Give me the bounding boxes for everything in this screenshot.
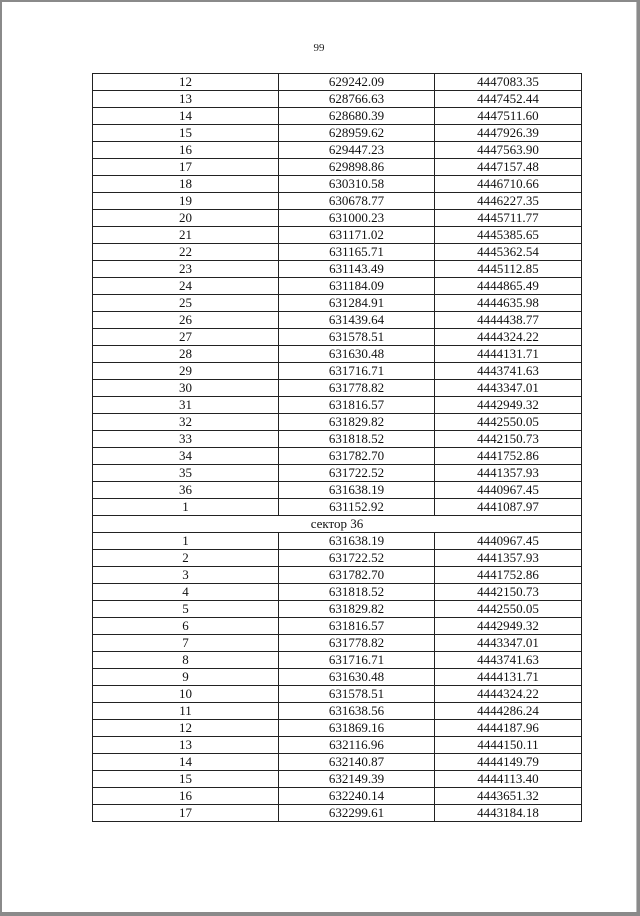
x-coordinate-cell: 631722.52 xyxy=(279,465,435,482)
section-title: сектор 36 xyxy=(93,516,582,533)
x-coordinate-cell: 631152.92 xyxy=(279,499,435,516)
table-row xyxy=(93,431,582,448)
point-number-cell: 9 xyxy=(93,669,279,686)
point-number-cell: 7 xyxy=(93,635,279,652)
y-coordinate-cell: 4441357.93 xyxy=(435,550,582,567)
x-coordinate-cell: 628680.39 xyxy=(279,108,435,125)
table-row xyxy=(93,584,582,601)
x-coordinate-cell: 630678.77 xyxy=(279,193,435,210)
y-coordinate-cell: 4444187.96 xyxy=(435,720,582,737)
point-number-cell: 15 xyxy=(93,125,279,142)
x-coordinate-cell: 632140.87 xyxy=(279,754,435,771)
point-number-cell: 1 xyxy=(93,533,279,550)
point-number-cell: 36 xyxy=(93,482,279,499)
y-coordinate-cell: 4442550.05 xyxy=(435,414,582,431)
table-row xyxy=(93,465,582,482)
x-coordinate-cell: 631578.51 xyxy=(279,686,435,703)
y-coordinate-cell: 4443347.01 xyxy=(435,635,582,652)
point-number-cell: 30 xyxy=(93,380,279,397)
table-row xyxy=(93,448,582,465)
table-row xyxy=(93,142,582,159)
x-coordinate-cell: 628959.62 xyxy=(279,125,435,142)
table-row xyxy=(93,346,582,363)
y-coordinate-cell: 4444635.98 xyxy=(435,295,582,312)
point-number-cell: 19 xyxy=(93,193,279,210)
x-coordinate-cell: 632116.96 xyxy=(279,737,435,754)
y-coordinate-cell: 4444324.22 xyxy=(435,686,582,703)
point-number-cell: 1 xyxy=(93,499,279,516)
point-number-cell: 10 xyxy=(93,686,279,703)
x-coordinate-cell: 631782.70 xyxy=(279,448,435,465)
y-coordinate-cell: 4442949.32 xyxy=(435,397,582,414)
y-coordinate-cell: 4444113.40 xyxy=(435,771,582,788)
y-coordinate-cell: 4441087.97 xyxy=(435,499,582,516)
x-coordinate-cell: 631716.71 xyxy=(279,652,435,669)
x-coordinate-cell: 629898.86 xyxy=(279,159,435,176)
point-number-cell: 16 xyxy=(93,788,279,805)
table-row xyxy=(93,686,582,703)
point-number-cell: 27 xyxy=(93,329,279,346)
point-number-cell: 17 xyxy=(93,805,279,822)
table-row xyxy=(93,533,582,550)
point-number-cell: 17 xyxy=(93,159,279,176)
point-number-cell: 34 xyxy=(93,448,279,465)
table-row xyxy=(93,244,582,261)
x-coordinate-cell: 631638.56 xyxy=(279,703,435,720)
y-coordinate-cell: 4444150.11 xyxy=(435,737,582,754)
point-number-cell: 32 xyxy=(93,414,279,431)
table-row xyxy=(93,567,582,584)
y-coordinate-cell: 4441752.86 xyxy=(435,448,582,465)
point-number-cell: 13 xyxy=(93,91,279,108)
y-coordinate-cell: 4443651.32 xyxy=(435,788,582,805)
point-number-cell: 18 xyxy=(93,176,279,193)
table-row xyxy=(93,788,582,805)
point-number-cell: 24 xyxy=(93,278,279,295)
point-number-cell: 29 xyxy=(93,363,279,380)
coordinates-table-body xyxy=(93,74,582,822)
table-row xyxy=(93,159,582,176)
y-coordinate-cell: 4442949.32 xyxy=(435,618,582,635)
point-number-cell: 13 xyxy=(93,737,279,754)
point-number-cell: 12 xyxy=(93,720,279,737)
table-row xyxy=(93,397,582,414)
y-coordinate-cell: 4444131.71 xyxy=(435,669,582,686)
x-coordinate-cell: 631630.48 xyxy=(279,669,435,686)
table-row xyxy=(93,601,582,618)
x-coordinate-cell: 628766.63 xyxy=(279,91,435,108)
x-coordinate-cell: 631165.71 xyxy=(279,244,435,261)
page-number: 99 xyxy=(313,42,325,54)
point-number-cell: 4 xyxy=(93,584,279,601)
y-coordinate-cell: 4443184.18 xyxy=(435,805,582,822)
point-number-cell: 2 xyxy=(93,550,279,567)
section-header-row xyxy=(93,516,582,533)
point-number-cell: 22 xyxy=(93,244,279,261)
table-row xyxy=(93,720,582,737)
document-page xyxy=(2,2,637,912)
y-coordinate-cell: 4441752.86 xyxy=(435,567,582,584)
x-coordinate-cell: 631638.19 xyxy=(279,533,435,550)
y-coordinate-cell: 4443347.01 xyxy=(435,380,582,397)
point-number-cell: 11 xyxy=(93,703,279,720)
table-row xyxy=(93,312,582,329)
point-number-cell: 16 xyxy=(93,142,279,159)
x-coordinate-cell: 631816.57 xyxy=(279,397,435,414)
table-row xyxy=(93,771,582,788)
x-coordinate-cell: 631818.52 xyxy=(279,584,435,601)
table-row xyxy=(93,550,582,567)
y-coordinate-cell: 4443741.63 xyxy=(435,652,582,669)
x-coordinate-cell: 631638.19 xyxy=(279,482,435,499)
x-coordinate-cell: 631778.82 xyxy=(279,635,435,652)
x-coordinate-cell: 631816.57 xyxy=(279,618,435,635)
table-row xyxy=(93,278,582,295)
table-row xyxy=(93,295,582,312)
x-coordinate-cell: 631184.09 xyxy=(279,278,435,295)
table-row xyxy=(93,737,582,754)
point-number-cell: 5 xyxy=(93,601,279,618)
y-coordinate-cell: 4447926.39 xyxy=(435,125,582,142)
y-coordinate-cell: 4447083.35 xyxy=(435,74,582,91)
x-coordinate-cell: 631171.02 xyxy=(279,227,435,244)
table-row xyxy=(93,261,582,278)
x-coordinate-cell: 631143.49 xyxy=(279,261,435,278)
point-number-cell: 3 xyxy=(93,567,279,584)
table-row xyxy=(93,805,582,822)
y-coordinate-cell: 4445385.65 xyxy=(435,227,582,244)
table-row xyxy=(93,635,582,652)
x-coordinate-cell: 629242.09 xyxy=(279,74,435,91)
table-row xyxy=(93,210,582,227)
table-row xyxy=(93,108,582,125)
y-coordinate-cell: 4445711.77 xyxy=(435,210,582,227)
table-row xyxy=(93,652,582,669)
x-coordinate-cell: 631818.52 xyxy=(279,431,435,448)
point-number-cell: 8 xyxy=(93,652,279,669)
y-coordinate-cell: 4442550.05 xyxy=(435,601,582,618)
x-coordinate-cell: 630310.58 xyxy=(279,176,435,193)
table-row xyxy=(93,329,582,346)
point-number-cell: 14 xyxy=(93,754,279,771)
y-coordinate-cell: 4445362.54 xyxy=(435,244,582,261)
table-row xyxy=(93,669,582,686)
table-row xyxy=(93,618,582,635)
y-coordinate-cell: 4444865.49 xyxy=(435,278,582,295)
x-coordinate-cell: 631630.48 xyxy=(279,346,435,363)
point-number-cell: 6 xyxy=(93,618,279,635)
x-coordinate-cell: 632149.39 xyxy=(279,771,435,788)
x-coordinate-cell: 631829.82 xyxy=(279,414,435,431)
x-coordinate-cell: 631000.23 xyxy=(279,210,435,227)
y-coordinate-cell: 4442150.73 xyxy=(435,584,582,601)
point-number-cell: 31 xyxy=(93,397,279,414)
y-coordinate-cell: 4444438.77 xyxy=(435,312,582,329)
table-row xyxy=(93,227,582,244)
y-coordinate-cell: 4440967.45 xyxy=(435,533,582,550)
table-row xyxy=(93,482,582,499)
x-coordinate-cell: 631284.91 xyxy=(279,295,435,312)
y-coordinate-cell: 4444131.71 xyxy=(435,346,582,363)
point-number-cell: 25 xyxy=(93,295,279,312)
y-coordinate-cell: 4445112.85 xyxy=(435,261,582,278)
x-coordinate-cell: 631716.71 xyxy=(279,363,435,380)
point-number-cell: 21 xyxy=(93,227,279,244)
x-coordinate-cell: 631439.64 xyxy=(279,312,435,329)
point-number-cell: 20 xyxy=(93,210,279,227)
x-coordinate-cell: 632240.14 xyxy=(279,788,435,805)
coordinates-table xyxy=(92,73,582,822)
y-coordinate-cell: 4444324.22 xyxy=(435,329,582,346)
x-coordinate-cell: 631778.82 xyxy=(279,380,435,397)
y-coordinate-cell: 4447511.60 xyxy=(435,108,582,125)
y-coordinate-cell: 4444286.24 xyxy=(435,703,582,720)
table-row xyxy=(93,91,582,108)
y-coordinate-cell: 4440967.45 xyxy=(435,482,582,499)
table-row xyxy=(93,74,582,91)
table-row xyxy=(93,193,582,210)
y-coordinate-cell: 4447157.48 xyxy=(435,159,582,176)
x-coordinate-cell: 632299.61 xyxy=(279,805,435,822)
table-row xyxy=(93,125,582,142)
x-coordinate-cell: 631782.70 xyxy=(279,567,435,584)
y-coordinate-cell: 4447452.44 xyxy=(435,91,582,108)
x-coordinate-cell: 629447.23 xyxy=(279,142,435,159)
table-row xyxy=(93,754,582,771)
table-row xyxy=(93,176,582,193)
table-row xyxy=(93,703,582,720)
y-coordinate-cell: 4447563.90 xyxy=(435,142,582,159)
y-coordinate-cell: 4444149.79 xyxy=(435,754,582,771)
x-coordinate-cell: 631578.51 xyxy=(279,329,435,346)
point-number-cell: 28 xyxy=(93,346,279,363)
point-number-cell: 15 xyxy=(93,771,279,788)
table-row xyxy=(93,380,582,397)
y-coordinate-cell: 4442150.73 xyxy=(435,431,582,448)
y-coordinate-cell: 4441357.93 xyxy=(435,465,582,482)
point-number-cell: 35 xyxy=(93,465,279,482)
table-row xyxy=(93,414,582,431)
point-number-cell: 14 xyxy=(93,108,279,125)
point-number-cell: 12 xyxy=(93,74,279,91)
table-row xyxy=(93,499,582,516)
x-coordinate-cell: 631722.52 xyxy=(279,550,435,567)
y-coordinate-cell: 4446710.66 xyxy=(435,176,582,193)
y-coordinate-cell: 4443741.63 xyxy=(435,363,582,380)
table-row xyxy=(93,363,582,380)
x-coordinate-cell: 631829.82 xyxy=(279,601,435,618)
point-number-cell: 23 xyxy=(93,261,279,278)
point-number-cell: 33 xyxy=(93,431,279,448)
y-coordinate-cell: 4446227.35 xyxy=(435,193,582,210)
point-number-cell: 26 xyxy=(93,312,279,329)
x-coordinate-cell: 631869.16 xyxy=(279,720,435,737)
